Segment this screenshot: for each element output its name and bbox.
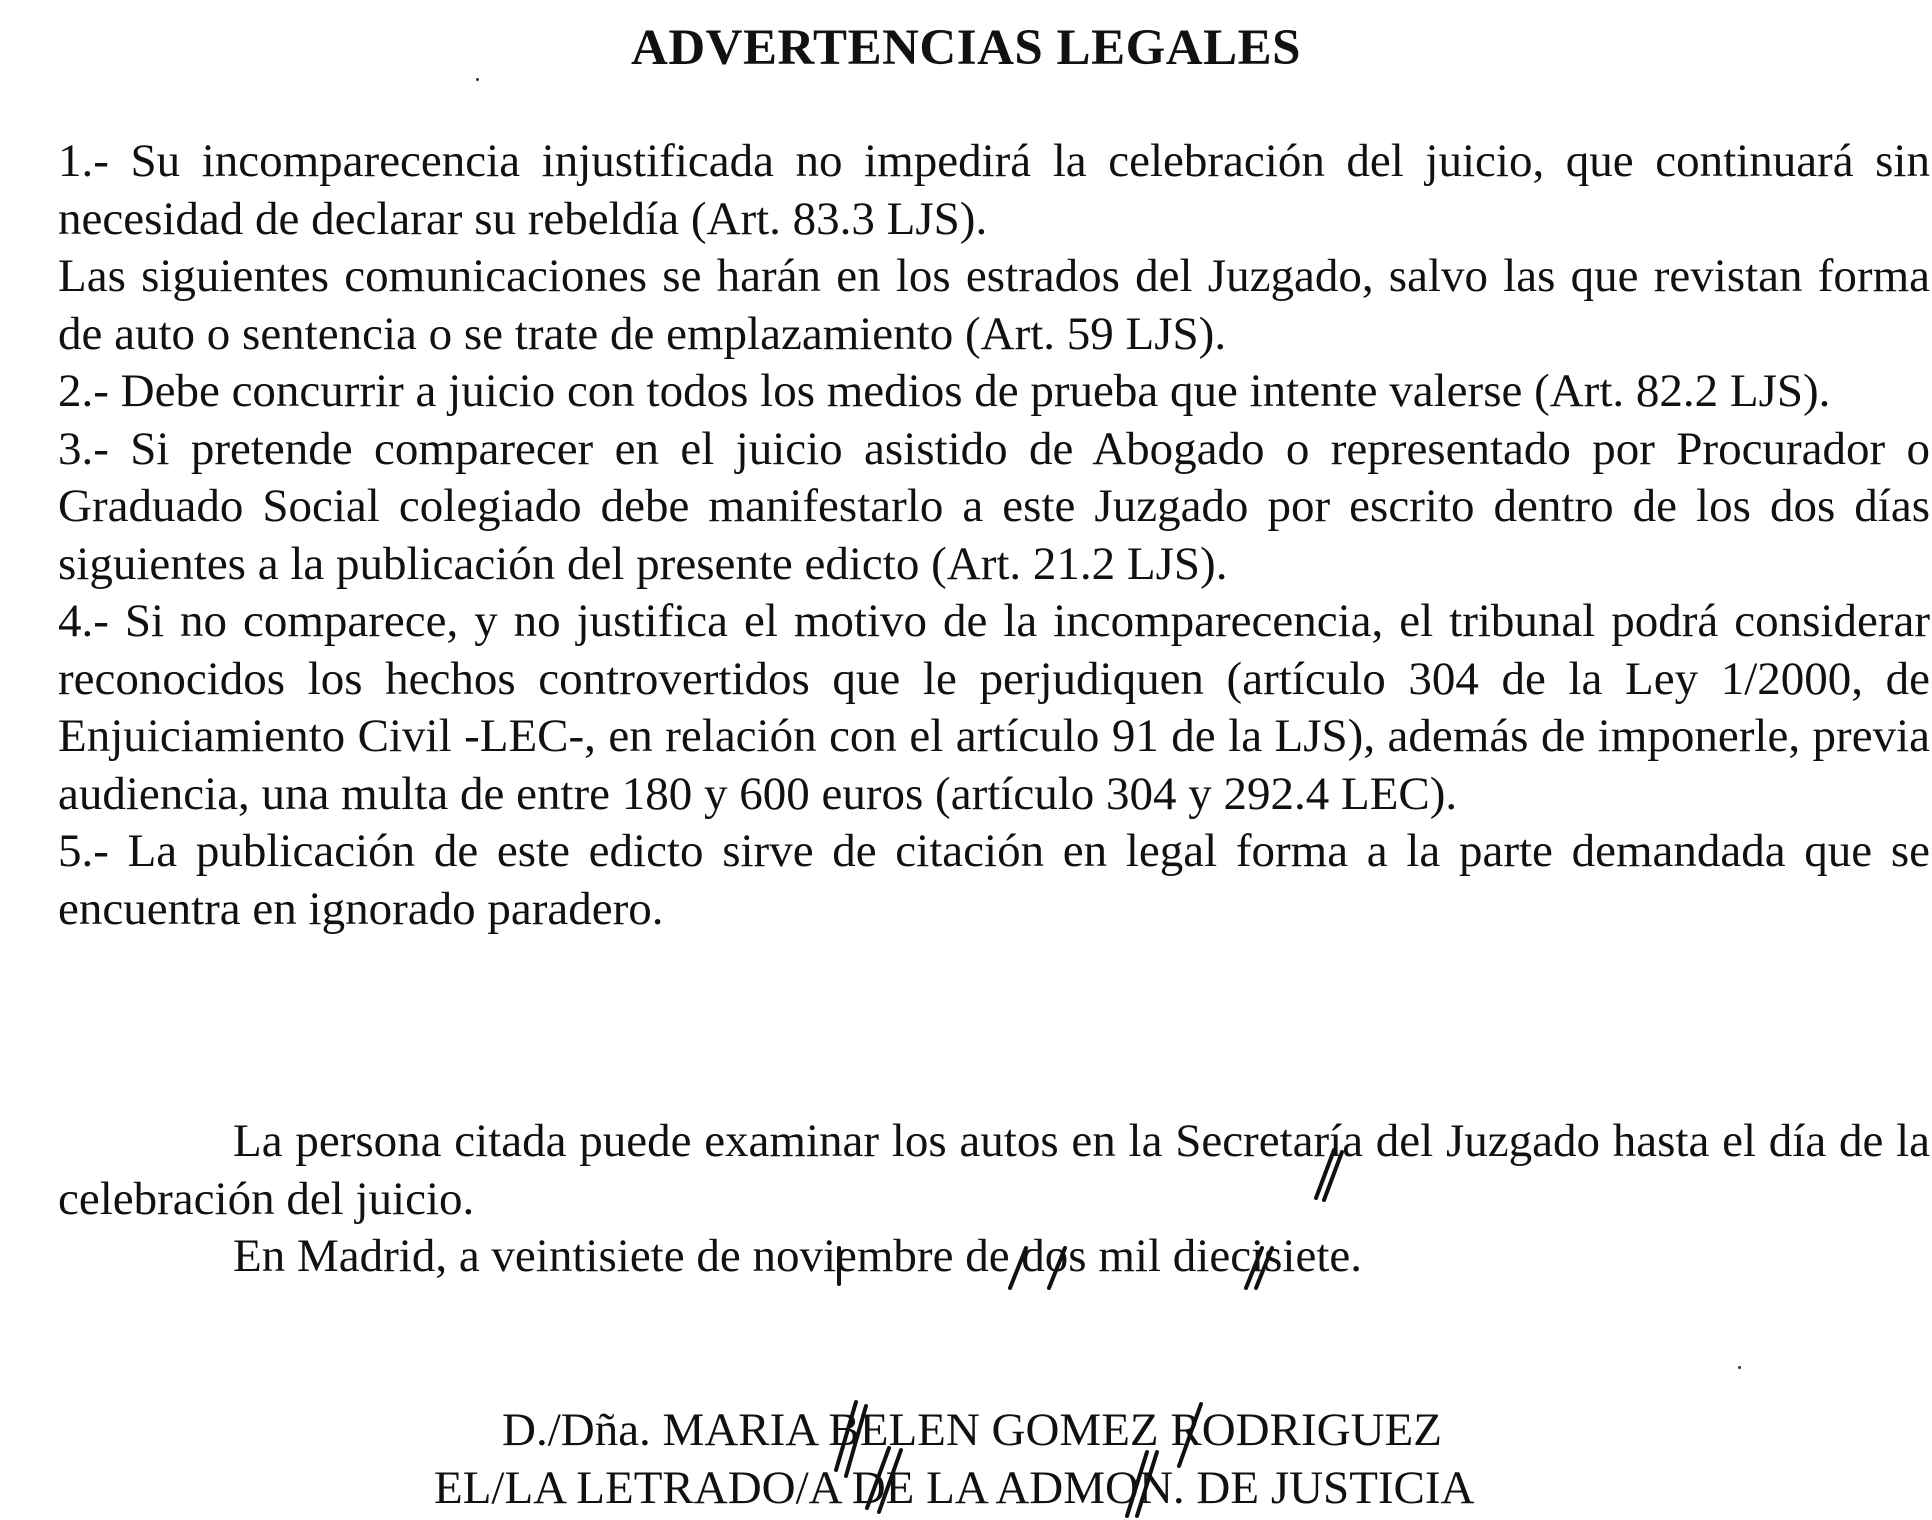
signatory-name: D./Dña. MARIA BELEN GOMEZ RODRIGUEZ: [502, 1404, 1442, 1456]
warning-paragraph-5: 5.- La publicación de este edicto sirve de citación en legal forma a la parte demandada que se encuentra en ignorado paradero.: [58, 825, 1930, 935]
warning-paragraph-2: 2.- Debe concurrir a juicio con todos los medios de prueba que intente valerse (Art. 82.2 LJS).: [58, 365, 1831, 417]
signatory-role: EL/LA LETRADO/A DE LA ADMON. DE JUSTICIA: [434, 1462, 1475, 1514]
scan-speck: [476, 78, 479, 81]
warning-paragraph-notifications: Las siguientes comunicaciones se harán en los estrados del Juzgado, salvo las que revistan forma de auto o sentencia o se trate de emplazamiento (Art. 59 LJS).: [58, 250, 1930, 360]
warning-paragraph-4: 4.- Si no comparece, y no justifica el motivo de la incomparecencia, el tribunal podrá considerar reconocidos los hechos controvertidos que le perjudiquen (artículo 304 de la Ley 1/2000, de Enjuiciamiento Civil -LEC-, en relación con el artículo 91 de la LJS), además de imponerle, previa audiencia, una multa de entre 180 y 600 euros (artículo 304 y 292.4 LEC).: [58, 595, 1930, 820]
place-date-line: En Madrid, a veintisiete de noviembre de dos mil diecisiete.: [233, 1230, 1362, 1282]
warning-paragraph-1: 1.- Su incomparecencia injustificada no impedirá la celebración del juicio, que continuará sin necesidad de declarar su rebeldía (Art. 83.3 LJS).: [58, 135, 1930, 245]
closing-block: [58, 1113, 1930, 1286]
legal-warnings-body: [58, 133, 1930, 938]
warning-paragraph-3: 3.- Si pretende comparecer en el juicio asistido de Abogado o representado por Procurador o Graduado Social colegiado debe manifestarlo a este Juzgado por escrito dentro de los dos días siguientes a la publicación del presente edicto (Art. 21.2 LJS).: [58, 422, 1930, 590]
document-title: ADVERTENCIAS LEGALES: [631, 20, 1301, 76]
closing-paragraph: La persona citada puede examinar los autos en la Secretaría del Juzgado hasta el día de la celebración del juicio.: [58, 1115, 1930, 1225]
scan-speck: [1738, 1366, 1741, 1369]
